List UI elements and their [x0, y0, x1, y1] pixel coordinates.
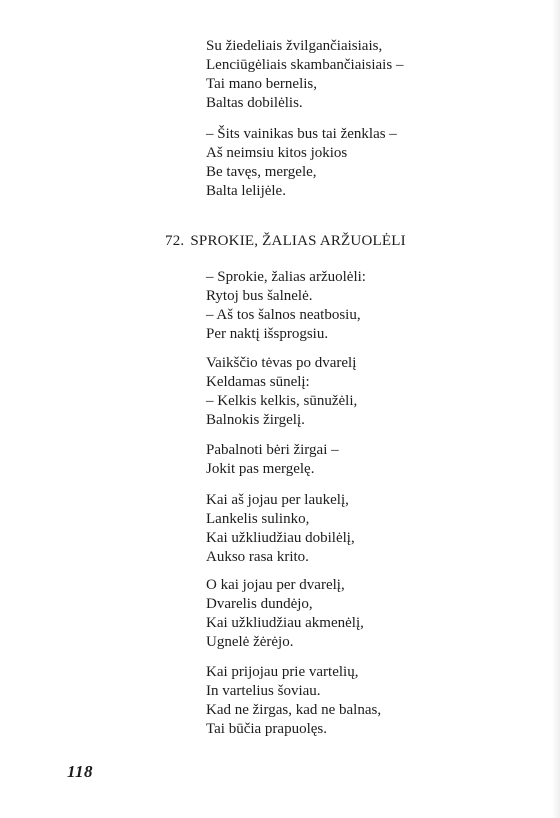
poem-line: Ugnelė žėrėjo. — [206, 634, 294, 650]
poem-line: – Kelkis kelkis, sūnužėli, — [206, 393, 358, 409]
poem-line: Balta lelijėle. — [206, 183, 286, 199]
poem-line: Kai užkliudžiau dobilėlį, — [206, 530, 355, 546]
poem-line: In vartelius šoviau. — [206, 683, 321, 699]
poem-line: Baltas dobilėlis. — [206, 95, 303, 111]
poem-line: Aukso rasa krito. — [206, 549, 309, 565]
poem-line: Per naktį išsprogsiu. — [206, 326, 329, 342]
poem-line: Kai aš jojau per laukelį, — [206, 492, 349, 508]
poem-line: Keldamas sūnelį: — [206, 374, 310, 390]
stanza — [206, 491, 355, 567]
poem-line: Be tavęs, mergele, — [206, 164, 317, 180]
poem-line: Kai užkliudžiau akmenėlį, — [206, 615, 364, 631]
poem-line: – Sprokie, žalias aržuolėli: — [206, 269, 366, 285]
stanza — [206, 125, 397, 201]
poem-line: Kad ne žirgas, kad ne balnas, — [206, 702, 382, 718]
poem-line: Tai būčia prapuolęs. — [206, 721, 327, 737]
stanza — [206, 268, 366, 344]
stanza — [206, 37, 403, 113]
poem-line: – Aš tos šalnos neatbosiu, — [206, 307, 361, 323]
poem-line: Su žiedeliais žvilgančiaisiais, — [206, 38, 383, 54]
poem-line: Lenciūgėliais skambančiaisiais – — [206, 57, 404, 73]
song-title: SPROKIE, ŽALIAS ARŽUOLĖLI — [190, 233, 406, 249]
poem-line: Dvarelis dundėjo, — [206, 596, 313, 612]
poem-line: O kai jojau per dvarelį, — [206, 577, 345, 593]
page-edge-shadow — [552, 0, 560, 818]
poem-line: Rytoj bus šalnelė. — [206, 288, 313, 304]
poem-line: Tai mano bernelis, — [206, 76, 317, 92]
poem-line: – Šits vainikas bus tai ženklas – — [206, 126, 397, 142]
poem-line: Jokit pas mergelę. — [206, 461, 315, 477]
stanza — [206, 576, 364, 652]
stanza — [206, 441, 339, 479]
song-heading — [165, 232, 406, 251]
poem-line: Balnokis žirgelį. — [206, 412, 305, 428]
page-number: 118 — [67, 762, 94, 781]
stanza — [206, 663, 381, 739]
song-number: 72. — [165, 233, 185, 249]
poem-line: Lankelis sulinko, — [206, 511, 310, 527]
poem-line: Vaikščio tėvas po dvarelį — [206, 355, 357, 371]
stanza — [206, 354, 357, 430]
poem-line: Aš neimsiu kitos jokios — [206, 145, 348, 161]
poem-line: Kai prijojau prie vartelių, — [206, 664, 359, 680]
poem-line: Pabalnoti bėri žirgai – — [206, 442, 339, 458]
